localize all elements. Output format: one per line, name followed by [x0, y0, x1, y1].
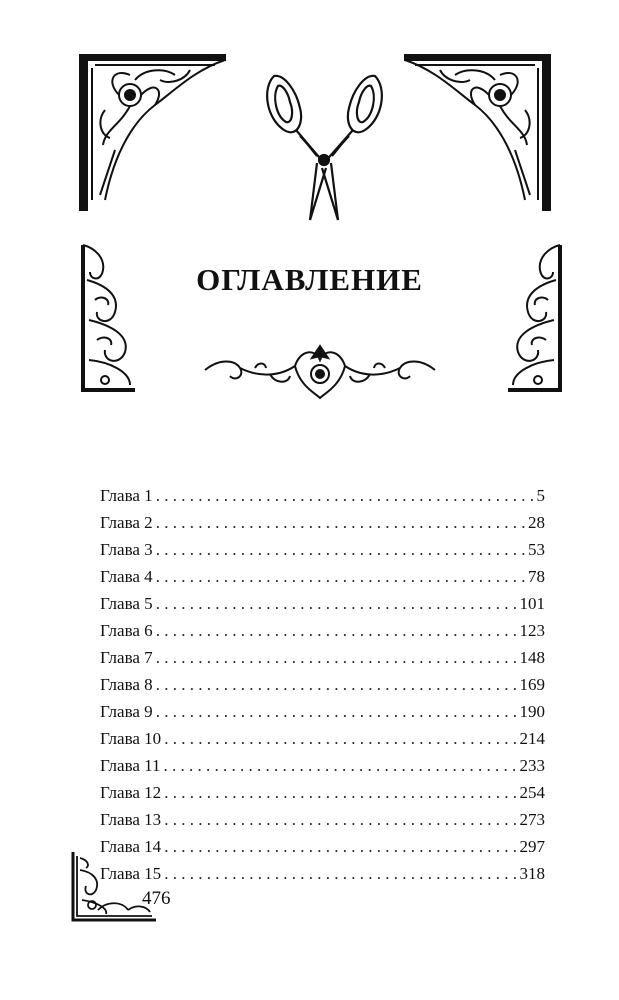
- toc-entry[interactable]: [100, 648, 545, 675]
- toc-leader-dots: [156, 621, 517, 641]
- toc-entry[interactable]: [100, 540, 545, 567]
- toc-entry-page: 28: [528, 513, 545, 532]
- toc-entry-page: 5: [536, 486, 545, 505]
- toc-entry[interactable]: [100, 729, 545, 756]
- toc-leader-dots: [156, 702, 517, 722]
- toc-leader-dots: [164, 864, 516, 884]
- toc-entry-page: 318: [519, 864, 545, 883]
- toc-entry-page: 233: [519, 756, 545, 775]
- toc-entry-page: 53: [528, 540, 545, 559]
- toc-entry-label: Глава 13: [100, 810, 162, 829]
- toc-entry-page: 101: [519, 594, 545, 613]
- toc-entry-page: 254: [519, 783, 545, 802]
- toc-entry-page: 148: [519, 648, 545, 667]
- toc-entry-label: Глава 6: [100, 621, 153, 640]
- toc-leader-dots: [156, 486, 534, 506]
- toc-entry-label: Глава 15: [100, 864, 162, 883]
- toc-entry-label: Глава 10: [100, 729, 162, 748]
- toc-entry-label: Глава 7: [100, 648, 153, 667]
- toc-entry-label: Глава 11: [100, 756, 161, 775]
- toc-entry[interactable]: [100, 594, 545, 621]
- toc-entry-label: Глава 14: [100, 837, 162, 856]
- toc-entry[interactable]: [100, 567, 545, 594]
- scissors-icon: [262, 68, 387, 226]
- toc-entry-page: 297: [519, 837, 545, 856]
- toc-entry-label: Глава 12: [100, 783, 162, 802]
- toc-leader-dots: [156, 513, 525, 533]
- toc-entry-page: 190: [519, 702, 545, 721]
- toc-entry[interactable]: [100, 837, 545, 864]
- toc-leader-dots: [156, 675, 517, 695]
- toc-entry-label: Глава 2: [100, 513, 153, 532]
- toc-entry[interactable]: [100, 621, 545, 648]
- toc-leader-dots: [164, 837, 516, 857]
- toc-entry-label: Глава 5: [100, 594, 153, 613]
- toc-leader-dots: [156, 648, 517, 668]
- toc-entry-page: 273: [519, 810, 545, 829]
- toc-entry-page: 214: [519, 729, 545, 748]
- toc-leader-dots: [164, 783, 516, 803]
- table-of-contents: [100, 486, 545, 891]
- toc-leader-dots: [164, 810, 516, 830]
- toc-entry[interactable]: [100, 810, 545, 837]
- toc-entry-page: 78: [528, 567, 545, 586]
- toc-leader-dots: [164, 756, 517, 776]
- toc-entry[interactable]: [100, 486, 545, 513]
- toc-entry-label: Глава 3: [100, 540, 153, 559]
- toc-entry-label: Глава 4: [100, 567, 153, 586]
- flourish-divider-icon: [200, 338, 440, 404]
- toc-entry[interactable]: [100, 783, 545, 810]
- corner-ornament-icon: [75, 50, 235, 220]
- toc-entry-label: Глава 8: [100, 675, 153, 694]
- corner-ornament-icon: [395, 50, 555, 220]
- toc-leader-dots: [156, 567, 525, 587]
- toc-entry-label: Глава 1: [100, 486, 153, 505]
- toc-leader-dots: [156, 540, 525, 560]
- toc-leader-dots: [156, 594, 517, 614]
- toc-entry-page: 123: [519, 621, 545, 640]
- toc-entry[interactable]: [100, 864, 545, 891]
- toc-leader-dots: [164, 729, 516, 749]
- toc-entry[interactable]: [100, 675, 545, 702]
- toc-entry[interactable]: [100, 702, 545, 729]
- page-number: 476: [142, 888, 171, 909]
- toc-entry[interactable]: [100, 756, 545, 783]
- toc-entry-page: 169: [519, 675, 545, 694]
- toc-entry-label: Глава 9: [100, 702, 153, 721]
- toc-entry[interactable]: [100, 513, 545, 540]
- page-title: ОГЛАВЛЕНИЕ: [196, 262, 423, 297]
